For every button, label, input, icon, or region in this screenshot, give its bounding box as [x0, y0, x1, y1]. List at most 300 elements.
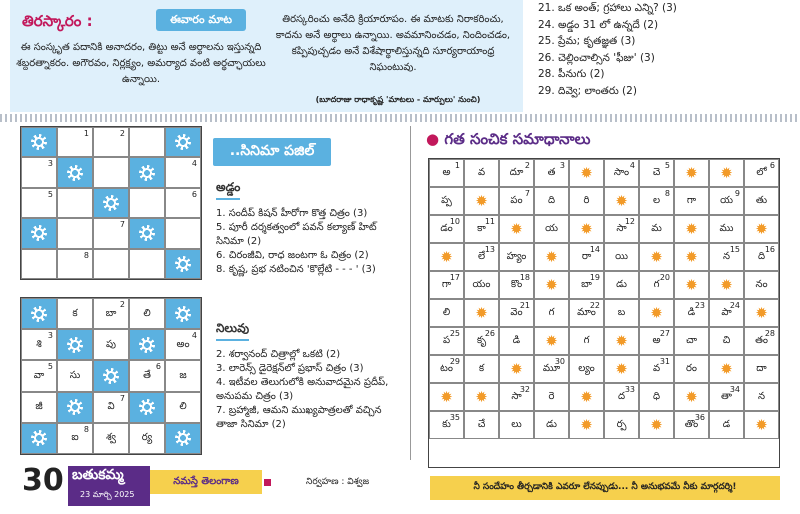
flower-icon: [129, 157, 165, 187]
grid-cell: [569, 271, 604, 299]
cell-number: 7: [524, 189, 530, 198]
cell-letter: ల: [652, 195, 661, 206]
clue-line: 28. పీనుగు (2): [538, 68, 605, 80]
sun-icon: [674, 215, 709, 243]
grid-cell: [429, 355, 464, 383]
grid-cell: [57, 298, 93, 329]
sun-icon: [709, 271, 744, 299]
flower-icon: [21, 218, 57, 248]
cell-letter: న: [722, 251, 731, 262]
grid-cell: [499, 299, 534, 327]
word-meaning-right: తిరస్కరించు అనేది క్రియారూపం. ఈ మాటకు నిరాకరించు, కాదను అనే అర్థాలు ఉన్నాయి. అవమానించడం, నిందించడం, కప్పిపుచ్చడం అనే విశేషార్థాలిస్తున్నది సూర్యరాయాంధ్ర నిఘంటువు.: [275, 14, 511, 73]
sun-icon: [534, 327, 569, 355]
grid-cell: [569, 243, 604, 271]
grid-cell: [93, 127, 129, 157]
cell-letter: ద: [617, 391, 626, 402]
cell-number: 30: [554, 357, 565, 366]
cell-letter: అ: [442, 167, 451, 178]
grid-cell: [165, 218, 201, 248]
cell-letter: సా: [616, 223, 627, 234]
cell-letter: తే: [143, 369, 151, 381]
flower-icon: [21, 127, 57, 157]
grid-cell: [429, 271, 464, 299]
grid-cell: [639, 271, 674, 299]
cell-number: 4: [191, 331, 197, 341]
sun-icon: [569, 215, 604, 243]
grid-cell: [709, 383, 744, 411]
grid-cell: [57, 218, 93, 248]
grid-cell: [93, 157, 129, 187]
grid-cell: [604, 411, 639, 439]
cell-letter: పు: [106, 338, 116, 350]
grid-cell: [534, 215, 569, 243]
cell-number: 6: [191, 189, 197, 199]
grid-cell: [129, 249, 165, 279]
cell-number: 2: [524, 161, 530, 170]
cell-number: 35: [449, 413, 460, 422]
cell-letter: ప్ప: [441, 195, 452, 206]
grid-cell: [464, 243, 499, 271]
cell-number: 16: [764, 245, 775, 254]
grid-cell: [604, 383, 639, 411]
page-number: 30: [22, 463, 64, 498]
sun-icon: [604, 187, 639, 215]
cell-number: 22: [589, 301, 600, 310]
grid-cell: [534, 383, 569, 411]
clue-line: 3. లారెన్స్ డైరెక్షన్‌లో ప్రభాస్ చిత్రం (3): [216, 363, 364, 374]
cell-letter: రె: [548, 391, 555, 402]
cell-letter: డి: [512, 335, 521, 346]
grid-cell: [129, 298, 165, 329]
grid-cell: [429, 299, 464, 327]
bullet-icon: ●: [426, 130, 440, 148]
week-word-badge: ఈవారం మాట: [156, 9, 246, 31]
cell-number: 17: [449, 273, 460, 282]
cell-letter: వ: [652, 363, 661, 374]
sun-icon: [429, 243, 464, 271]
cell-letter: యి: [615, 251, 628, 262]
grid-cell: [744, 243, 779, 271]
cell-letter: కా: [477, 223, 486, 234]
cell-letter: ధి: [652, 391, 661, 402]
cell-letter: డి: [687, 307, 696, 318]
grid-cell: [744, 383, 779, 411]
cell-letter: వెం: [510, 307, 523, 318]
grid-cell: [429, 187, 464, 215]
cell-letter: హ్యం: [506, 251, 527, 262]
cell-letter: వి: [107, 401, 115, 413]
grid-cell: [674, 411, 709, 439]
cell-letter: మ: [651, 223, 662, 234]
grid-cell: [93, 249, 129, 279]
solutions-title-text: గత సంచిక సమాధానాలు: [444, 130, 591, 148]
cell-letter: గ: [653, 279, 660, 290]
grid-cell: [93, 423, 129, 454]
grid-cell: [165, 329, 201, 360]
clue-line: 5. పూరీ దర్శకత్వంలో పవన్ కల్యాణ్ హిట్ సినిమా (2): [216, 222, 377, 247]
sun-icon: [639, 299, 674, 327]
clue-line: 4. ఇటీవల తెలుగులోకి అనువాదమైన ప్రదీప్, అనుపమ చిత్రం (3): [216, 377, 389, 402]
sun-icon: [499, 355, 534, 383]
cell-letter: సు: [69, 369, 81, 381]
cell-letter: లు: [511, 419, 522, 430]
cell-letter: యం: [472, 279, 491, 290]
cell-letter: ప: [442, 335, 451, 346]
sun-icon: [534, 243, 569, 271]
flower-icon: [129, 392, 165, 423]
flower-icon: [129, 329, 165, 360]
cell-number: 3: [559, 161, 565, 170]
sun-icon: [674, 159, 709, 187]
sun-icon: [499, 215, 534, 243]
cell-letter: తొం: [684, 419, 699, 430]
puzzle-grid: [20, 126, 202, 280]
cell-letter: పా: [721, 307, 732, 318]
grid-cell: [21, 329, 57, 360]
cell-letter: శి: [36, 338, 42, 350]
cell-letter: ర్య: [141, 432, 153, 444]
cinema-puzzle-title: ..సినిమా పజిల్: [213, 138, 331, 166]
grid-cell: [639, 159, 674, 187]
footer-motto: నీ సందేహం తీర్చడానికి ఎవరూ లేనప్పుడు... నీ అనుభవమే నీకు మార్గదర్శి!: [430, 476, 780, 500]
cell-letter: ర్ప: [616, 419, 627, 430]
cell-number: 10: [449, 217, 460, 226]
cell-letter: సాం: [613, 167, 630, 178]
grid-cell: [429, 215, 464, 243]
grid-cell: [604, 243, 639, 271]
cell-letter: లే: [477, 251, 486, 262]
sun-icon: [709, 159, 744, 187]
cell-number: 8: [664, 189, 670, 198]
cell-number: 33: [624, 385, 635, 394]
cell-number: 19: [589, 273, 600, 282]
cell-letter: కు: [442, 419, 451, 430]
word-title: తిరస్కారం :: [22, 12, 93, 30]
solutions-title: [426, 130, 590, 152]
cell-letter: రా: [581, 251, 592, 262]
cell-letter: గా: [686, 195, 697, 206]
cell-letter: గ: [583, 335, 590, 346]
cell-letter: క: [478, 363, 485, 374]
issue-date: 23 మార్చి 2025: [80, 490, 135, 499]
down-clues: [216, 348, 406, 432]
cell-letter: తా: [721, 391, 732, 402]
grid-cell: [534, 187, 569, 215]
grid-cell: [744, 271, 779, 299]
flower-icon: [57, 329, 93, 360]
sun-icon: [744, 299, 779, 327]
cell-number: 3: [47, 159, 53, 169]
grid-cell: [499, 187, 534, 215]
cell-letter: బా: [581, 279, 592, 290]
cell-letter: లి: [442, 307, 451, 318]
grid-cell: [639, 383, 674, 411]
clue-line: 25. ప్రేమ; కృతజ్ఞత (3): [538, 35, 636, 47]
cell-letter: గా: [441, 279, 452, 290]
brand-name: బతుకమ్మ: [72, 467, 124, 483]
flower-icon: [57, 392, 93, 423]
cell-letter: వా: [33, 369, 45, 381]
across-clues: [216, 207, 406, 277]
across-heading: అడ్డం: [216, 180, 240, 200]
cell-number: 27: [659, 329, 670, 338]
grid-cell: [604, 215, 639, 243]
cell-number: 5: [47, 362, 53, 372]
grid-cell: [21, 392, 57, 423]
cell-letter: న: [757, 391, 766, 402]
cell-number: 7: [119, 220, 125, 230]
cell-letter: కృ: [476, 335, 487, 346]
grid-cell: [93, 298, 129, 329]
sun-icon: [534, 271, 569, 299]
cell-letter: పం: [510, 195, 523, 206]
clue-line: 8. కృష్ణ, ప్రభ నటించిన 'కొల్లేటి - - - ' (3): [216, 264, 376, 275]
flower-icon: [57, 157, 93, 187]
clue-line: 21. ఒక అంత్; గ్రహాలు ఎన్ని? (3): [538, 2, 677, 14]
sun-icon: [674, 243, 709, 271]
grid-cell: [534, 159, 569, 187]
cell-number: 12: [624, 217, 635, 226]
cell-letter: తు: [755, 195, 768, 206]
grid-cell: [534, 299, 569, 327]
cell-number: 9: [734, 189, 740, 198]
grid-cell: [709, 243, 744, 271]
section-divider: [0, 114, 800, 122]
grid-cell: [534, 411, 569, 439]
clue-line: 1. సందీప్ కిషన్ హీరోగా కొత్త చిత్రం (3): [216, 208, 368, 219]
cell-letter: ది: [757, 251, 766, 262]
grid-cell: [129, 188, 165, 218]
sun-icon: [464, 187, 499, 215]
grid-cell: [499, 271, 534, 299]
clue-line: 7. బ్రహ్మాజీ, ఆమని ముఖ్యపాత్రలతో వచ్చిన తాజా సినిమా (2): [216, 405, 382, 430]
cell-letter: సా: [511, 391, 522, 402]
grid-cell: [709, 187, 744, 215]
grid-cell: [165, 157, 201, 187]
cell-letter: లి: [143, 307, 151, 319]
sun-icon: [604, 327, 639, 355]
cell-letter: చే: [477, 419, 486, 430]
cell-number: 7: [119, 393, 125, 403]
cell-letter: దా: [756, 363, 767, 374]
cell-letter: అం: [176, 338, 190, 350]
sun-icon: [709, 355, 744, 383]
cell-letter: బ: [617, 307, 626, 318]
grid-cell: [429, 411, 464, 439]
compiled-by: నిర్వహణ : విశ్వజ: [306, 477, 370, 487]
cell-letter: చె: [652, 167, 661, 178]
cell-number: 23: [694, 301, 705, 310]
cell-letter: శ్వ: [106, 432, 116, 444]
grid-cell: [499, 159, 534, 187]
grid-cell: [674, 299, 709, 327]
cell-number: 28: [764, 329, 775, 338]
grid-cell: [709, 299, 744, 327]
flower-icon: [93, 188, 129, 218]
cell-number: 1: [83, 129, 89, 138]
cell-number: 8: [83, 424, 89, 434]
grid-cell: [429, 327, 464, 355]
grid-cell: [674, 327, 709, 355]
flower-icon: [165, 423, 201, 454]
grid-cell: [674, 355, 709, 383]
grid-cell: [21, 249, 57, 279]
sun-icon: [604, 355, 639, 383]
cell-letter: మూ: [542, 363, 561, 374]
newspaper-name: నమస్తే తెలంగాణ: [150, 470, 262, 494]
grid-cell: [639, 355, 674, 383]
grid-cell: [744, 159, 779, 187]
grid-cell: [499, 383, 534, 411]
cell-number: 34: [729, 385, 740, 394]
cell-number: 2: [119, 129, 125, 138]
flower-icon: [129, 218, 165, 248]
cell-number: 31: [659, 357, 670, 366]
grid-cell: [57, 188, 93, 218]
clue-line: 6. చిరంజీవి, రాధ జంటగా ఓ చిత్రం (2): [216, 250, 369, 261]
sun-icon: [639, 243, 674, 271]
cell-letter: ఐ: [71, 432, 79, 444]
cell-number: 11: [484, 217, 495, 226]
flower-icon: [165, 127, 201, 157]
cell-number: 6: [155, 362, 161, 372]
cell-letter: రం: [686, 363, 697, 374]
grid-cell: [21, 360, 57, 391]
word-meaning-left: ఈ సంస్కృత పదానికి అనాదరం, తిట్టు అనే అర్థాలను ఇస్తున్నది శబ్దరత్నాకరం. అగౌరవం, నిర్లక్ష్యం, అమర్యాద వంటి అర్థచ్ఛాయలు ఉన్నాయి.: [16, 42, 266, 85]
cell-number: 29: [449, 357, 460, 366]
grid-cell: [464, 355, 499, 383]
flower-icon: [165, 298, 201, 329]
cell-letter: మాం: [577, 307, 596, 318]
grid-cell: [93, 329, 129, 360]
cell-letter: ల్యం: [578, 363, 595, 374]
sun-icon: [744, 215, 779, 243]
cell-number: 26: [484, 329, 495, 338]
cell-number: 20: [659, 273, 670, 282]
cell-number: 36: [694, 413, 705, 422]
decor-square: [264, 479, 271, 486]
grid-cell: [604, 271, 639, 299]
grid-cell: [21, 157, 57, 187]
grid-cell: [569, 187, 604, 215]
sun-icon: [429, 383, 464, 411]
grid-cell: [464, 159, 499, 187]
cell-number: 3: [47, 331, 53, 341]
cell-letter: టం: [440, 363, 453, 374]
sun-icon: [639, 411, 674, 439]
cell-letter: లి: [179, 401, 187, 413]
grid-cell: [129, 127, 165, 157]
grid-cell: [57, 423, 93, 454]
cell-letter: ది: [547, 195, 556, 206]
grid-cell: [464, 215, 499, 243]
cell-letter: డు: [546, 419, 557, 430]
cell-number: 14: [589, 245, 600, 254]
solutions-grid: [428, 158, 780, 468]
grid-cell: [129, 360, 165, 391]
grid-cell: [744, 355, 779, 383]
cell-number: 13: [484, 245, 495, 254]
cell-letter: డు: [616, 279, 627, 290]
sun-icon: [464, 299, 499, 327]
cell-number: 15: [729, 245, 740, 254]
cell-letter: తం: [755, 335, 768, 346]
column-divider: [410, 126, 411, 460]
cell-number: 24: [729, 301, 740, 310]
grid-cell: [604, 159, 639, 187]
puzzle-answer-grid: [20, 297, 202, 455]
grid-cell: [604, 299, 639, 327]
grid-cell: [165, 392, 201, 423]
grid-cell: [464, 327, 499, 355]
grid-cell: [639, 215, 674, 243]
grid-cell: [709, 215, 744, 243]
cell-letter: డం: [440, 223, 453, 234]
grid-cell: [744, 187, 779, 215]
cell-number: 4: [191, 159, 197, 169]
grid-cell: [499, 411, 534, 439]
clue-line: 26. చెల్లించాల్సిన 'ఫీజు' (3): [538, 51, 655, 64]
cell-letter: కొం: [510, 279, 523, 290]
cell-number: 32: [519, 385, 530, 394]
flower-icon: [21, 423, 57, 454]
grid-cell: [569, 327, 604, 355]
grid-cell: [165, 360, 201, 391]
sun-icon: [674, 383, 709, 411]
grid-cell: [129, 423, 165, 454]
sun-icon: [464, 383, 499, 411]
cell-number: 8: [83, 250, 89, 260]
grid-cell: [709, 327, 744, 355]
previous-down-clues: [538, 0, 793, 99]
grid-cell: [709, 411, 744, 439]
grid-cell: [57, 360, 93, 391]
cell-number: 25: [449, 329, 460, 338]
cell-letter: త: [547, 167, 556, 178]
grid-cell: [464, 411, 499, 439]
sun-icon: [674, 271, 709, 299]
cell-letter: దూ: [509, 167, 524, 178]
grid-cell: [57, 249, 93, 279]
grid-cell: [165, 188, 201, 218]
clue-line: 2. శర్వానంద్ చిత్రాల్లో ఒకటి (2): [216, 349, 341, 360]
sun-icon: [744, 411, 779, 439]
grid-cell: [499, 243, 534, 271]
cell-letter: చా: [685, 335, 698, 346]
grid-cell: [744, 327, 779, 355]
cell-number: 5: [47, 189, 53, 199]
cell-number: 1: [454, 161, 460, 170]
cell-number: 18: [519, 273, 530, 282]
clue-line: 29. దివ్వె; లాంతరు (2): [538, 84, 637, 97]
grid-cell: [534, 355, 569, 383]
grid-cell: [429, 159, 464, 187]
cell-letter: చి: [722, 335, 731, 346]
flower-icon: [93, 360, 129, 391]
cell-letter: రి: [583, 195, 590, 206]
cell-letter: అ: [652, 335, 661, 346]
cell-letter: బా: [105, 307, 117, 319]
cell-letter: ము: [719, 223, 734, 234]
sun-icon: [569, 159, 604, 187]
grid-cell: [639, 187, 674, 215]
cell-number: 4: [629, 161, 635, 170]
grid-cell: [569, 355, 604, 383]
down-heading: నిలువు: [216, 321, 249, 341]
grid-cell: [464, 271, 499, 299]
grid-cell: [21, 188, 57, 218]
cell-letter: వ: [477, 167, 486, 178]
